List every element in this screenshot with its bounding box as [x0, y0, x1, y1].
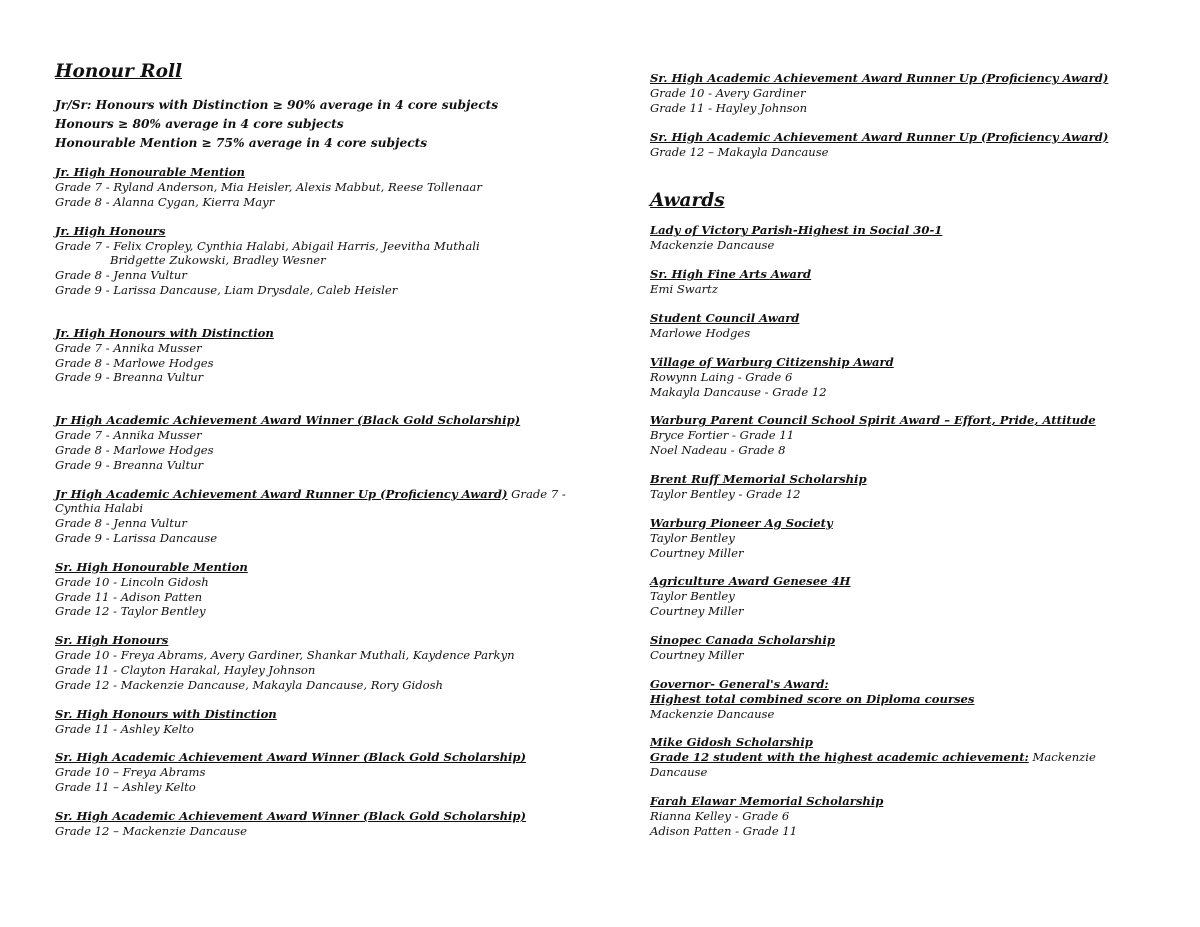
- award-title: Mike Gidosh Scholarship: [650, 735, 813, 750]
- grade-entry: Grade 11 - Hayley Johnson: [650, 100, 808, 115]
- grade-entry: Grade 7 - Annika Musser: [55, 340, 202, 355]
- award-recipient: Mackenzie Dancause: [650, 706, 775, 721]
- left-page: [55, 60, 595, 853]
- grade-entry: Grade 9 - Larissa Dancause, Liam Drysdale, Caleb Heisler: [55, 282, 398, 297]
- award-item: [650, 794, 1170, 839]
- award-title: Agriculture Award Genesee 4H: [650, 574, 851, 589]
- award-item: [650, 413, 1170, 458]
- award-subtitle: Highest total combined score on Diploma courses: [650, 691, 975, 706]
- grade-entry: Grade 10 - Freya Abrams, Avery Gardiner, Shankar Muthali, Kaydence Parkyn: [55, 648, 515, 663]
- awards-heading: Awards: [650, 190, 725, 212]
- sr-distinction-section: [55, 707, 595, 737]
- section-title: Jr High Academic Achievement Award Winner (Black Gold Scholarship): [55, 413, 521, 428]
- sr-honourable-mention-section: [55, 560, 595, 619]
- grade-entry: Grade 10 - Avery Gardiner: [650, 86, 806, 100]
- sr-winner-section-1: [55, 750, 595, 795]
- grade-entry-continuation: Bridgette Zukowski, Bradley Wesner: [110, 253, 326, 268]
- grade-entry: Grade 12 - Mackenzie Dancause, Makayla Dancause, Rory Gidosh: [55, 677, 444, 692]
- award-title: Governor- General's Award:: [650, 676, 829, 691]
- grade-entry: Grade 11 - Ashley Kelto: [55, 721, 194, 736]
- section-title: Jr. High Honours: [55, 223, 166, 238]
- award-recipient: Courtney Miller: [650, 647, 744, 662]
- award-item: [650, 677, 1170, 722]
- grade-entry: Grade 7 - Ryland Anderson, Mia Heisler, Alexis Mabbut, Reese Tollenaar: [55, 180, 482, 194]
- grade-entry-continuation: Cynthia Halabi: [55, 501, 144, 516]
- criteria-list: [55, 96, 595, 153]
- award-subtitle-line: [650, 692, 1170, 707]
- grade-entry: Grade 11 - Clayton Harakal, Hayley Johnson: [55, 662, 316, 677]
- section-title: Jr. High Honours with Distinction: [55, 325, 274, 340]
- awards-list: [650, 223, 1170, 838]
- grade-entry: Grade 7 - Annika Musser: [55, 428, 202, 443]
- criteria-honours: Honours ≥ 80% average in 4 core subjects: [55, 117, 344, 131]
- section-title: Sr. High Academic Achievement Award Runner Up (Proficiency Award): [650, 71, 1109, 85]
- grade-entry: Grade 7 - Felix Cropley, Cynthia Halabi, Abigail Harris, Jeevitha Muthali: [55, 238, 480, 253]
- award-title: Lady of Victory Parish-Highest in Social 30-1: [650, 223, 943, 238]
- section-title: Jr High Academic Achievement Award Runner Up (Proficiency Award): [55, 486, 508, 501]
- award-recipient: Mackenzie Dancause: [650, 238, 775, 253]
- section-title: Sr. High Honours with Distinction: [55, 706, 277, 721]
- sr-runner-section-2: [650, 130, 1170, 160]
- award-subtitle: Grade 12 student with the highest academic achievement:: [650, 750, 1029, 765]
- award-item: [650, 267, 1170, 297]
- grade-entry: Grade 12 – Mackenzie Dancause: [55, 823, 247, 838]
- award-recipient-inline: Mackenzie: [1028, 750, 1096, 765]
- award-title: Warburg Pioneer Ag Society: [650, 515, 833, 530]
- honour-roll-heading: Honour Roll: [55, 61, 183, 82]
- award-recipient: Courtney Miller: [650, 604, 744, 619]
- jr-achievement-winner-section: [55, 413, 595, 472]
- award-recipient: Marlowe Hodges: [650, 325, 751, 340]
- award-recipient: Bryce Fortier - Grade 11: [650, 428, 795, 443]
- award-title: Farah Elawar Memorial Scholarship: [650, 793, 884, 808]
- award-recipient: Noel Nadeau - Grade 8: [650, 443, 786, 458]
- right-page: [650, 71, 1170, 853]
- jr-honours-section: [55, 224, 595, 298]
- grade-entry: Grade 12 - Taylor Bentley: [55, 604, 206, 619]
- award-recipient: Taylor Bentley: [650, 589, 735, 604]
- award-recipient: Courtney Miller: [650, 545, 744, 560]
- jr-distinction-section: [55, 326, 595, 385]
- award-subtitle-line: [650, 750, 1170, 765]
- section-title: Sr. High Academic Achievement Award Winner (Black Gold Scholarship): [55, 750, 527, 765]
- section-title: Jr. High Honourable Mention: [55, 165, 245, 179]
- award-recipient: Dancause: [650, 765, 708, 780]
- jr-honourable-mention-section: [55, 165, 595, 210]
- grade-entry: Grade 8 - Jenna Vultur: [55, 268, 187, 283]
- award-title: Warburg Parent Council School Spirit Award – Effort, Pride, Attitude: [650, 413, 1096, 428]
- award-item: [650, 516, 1170, 561]
- section-title: Sr. High Honours: [55, 633, 169, 648]
- section-title: Sr. High Academic Achievement Award Winner (Black Gold Scholarship): [55, 808, 527, 823]
- grade-entry: Grade 9 - Larissa Dancause: [55, 530, 218, 545]
- award-recipient: Makayla Dancause - Grade 12: [650, 384, 827, 399]
- award-recipient: Taylor Bentley - Grade 12: [650, 486, 801, 501]
- award-item: [650, 311, 1170, 341]
- award-recipient: Taylor Bentley: [650, 530, 735, 545]
- award-recipient: Adison Patten - Grade 11: [650, 823, 798, 838]
- criteria-distinction: Jr/Sr: Honours with Distinction ≥ 90% average in 4 core subjects: [55, 98, 499, 112]
- sr-honours-section: [55, 633, 595, 692]
- sr-runner-section-1: [650, 71, 1170, 116]
- award-title: Student Council Award: [650, 310, 800, 325]
- award-item: [650, 223, 1170, 253]
- award-item: [650, 633, 1170, 663]
- award-recipient: Rianna Kelley - Grade 6: [650, 808, 790, 823]
- award-item: [650, 735, 1170, 780]
- award-recipient: Emi Swartz: [650, 282, 718, 297]
- award-item: [650, 574, 1170, 619]
- award-title: Sr. High Fine Arts Award: [650, 267, 812, 282]
- section-title: Sr. High Honourable Mention: [55, 559, 248, 574]
- award-title: Brent Ruff Memorial Scholarship: [650, 471, 867, 486]
- award-item: [650, 472, 1170, 502]
- award-item: [650, 355, 1170, 400]
- grade-entry: Grade 11 - Adison Patten: [55, 589, 203, 604]
- grade-entry: Grade 11 – Ashley Kelto: [55, 780, 196, 795]
- award-recipient: Rowynn Laing - Grade 6: [650, 369, 793, 384]
- grade-entry: Grade 8 - Marlowe Hodges: [55, 442, 214, 457]
- grade-entry: Grade 8 - Marlowe Hodges: [55, 355, 214, 370]
- section-title: Sr. High Academic Achievement Award Runner Up (Proficiency Award): [650, 129, 1109, 144]
- section-title-line: [55, 487, 595, 502]
- grade-entry: Grade 12 – Makayla Dancause: [650, 144, 829, 159]
- grade-entry: Grade 9 - Breanna Vultur: [55, 457, 204, 472]
- award-title: Sinopec Canada Scholarship: [650, 632, 835, 647]
- grade-entry: Grade 9 - Breanna Vultur: [55, 370, 204, 385]
- jr-achievement-runner-section: [55, 487, 595, 546]
- grade-entry: Grade 10 – Freya Abrams: [55, 765, 206, 780]
- inline-grade: Grade 7 -: [507, 486, 566, 501]
- grade-entry: Grade 8 - Alanna Cygan, Kierra Mayr: [55, 194, 275, 209]
- criteria-honourable-mention: Honourable Mention ≥ 75% average in 4 core subjects: [55, 136, 428, 150]
- grade-entry: Grade 8 - Jenna Vultur: [55, 516, 187, 531]
- grade-entry: Grade 10 - Lincoln Gidosh: [55, 574, 209, 589]
- sr-winner-section-2: [55, 809, 595, 839]
- award-title: Village of Warburg Citizenship Award: [650, 354, 894, 369]
